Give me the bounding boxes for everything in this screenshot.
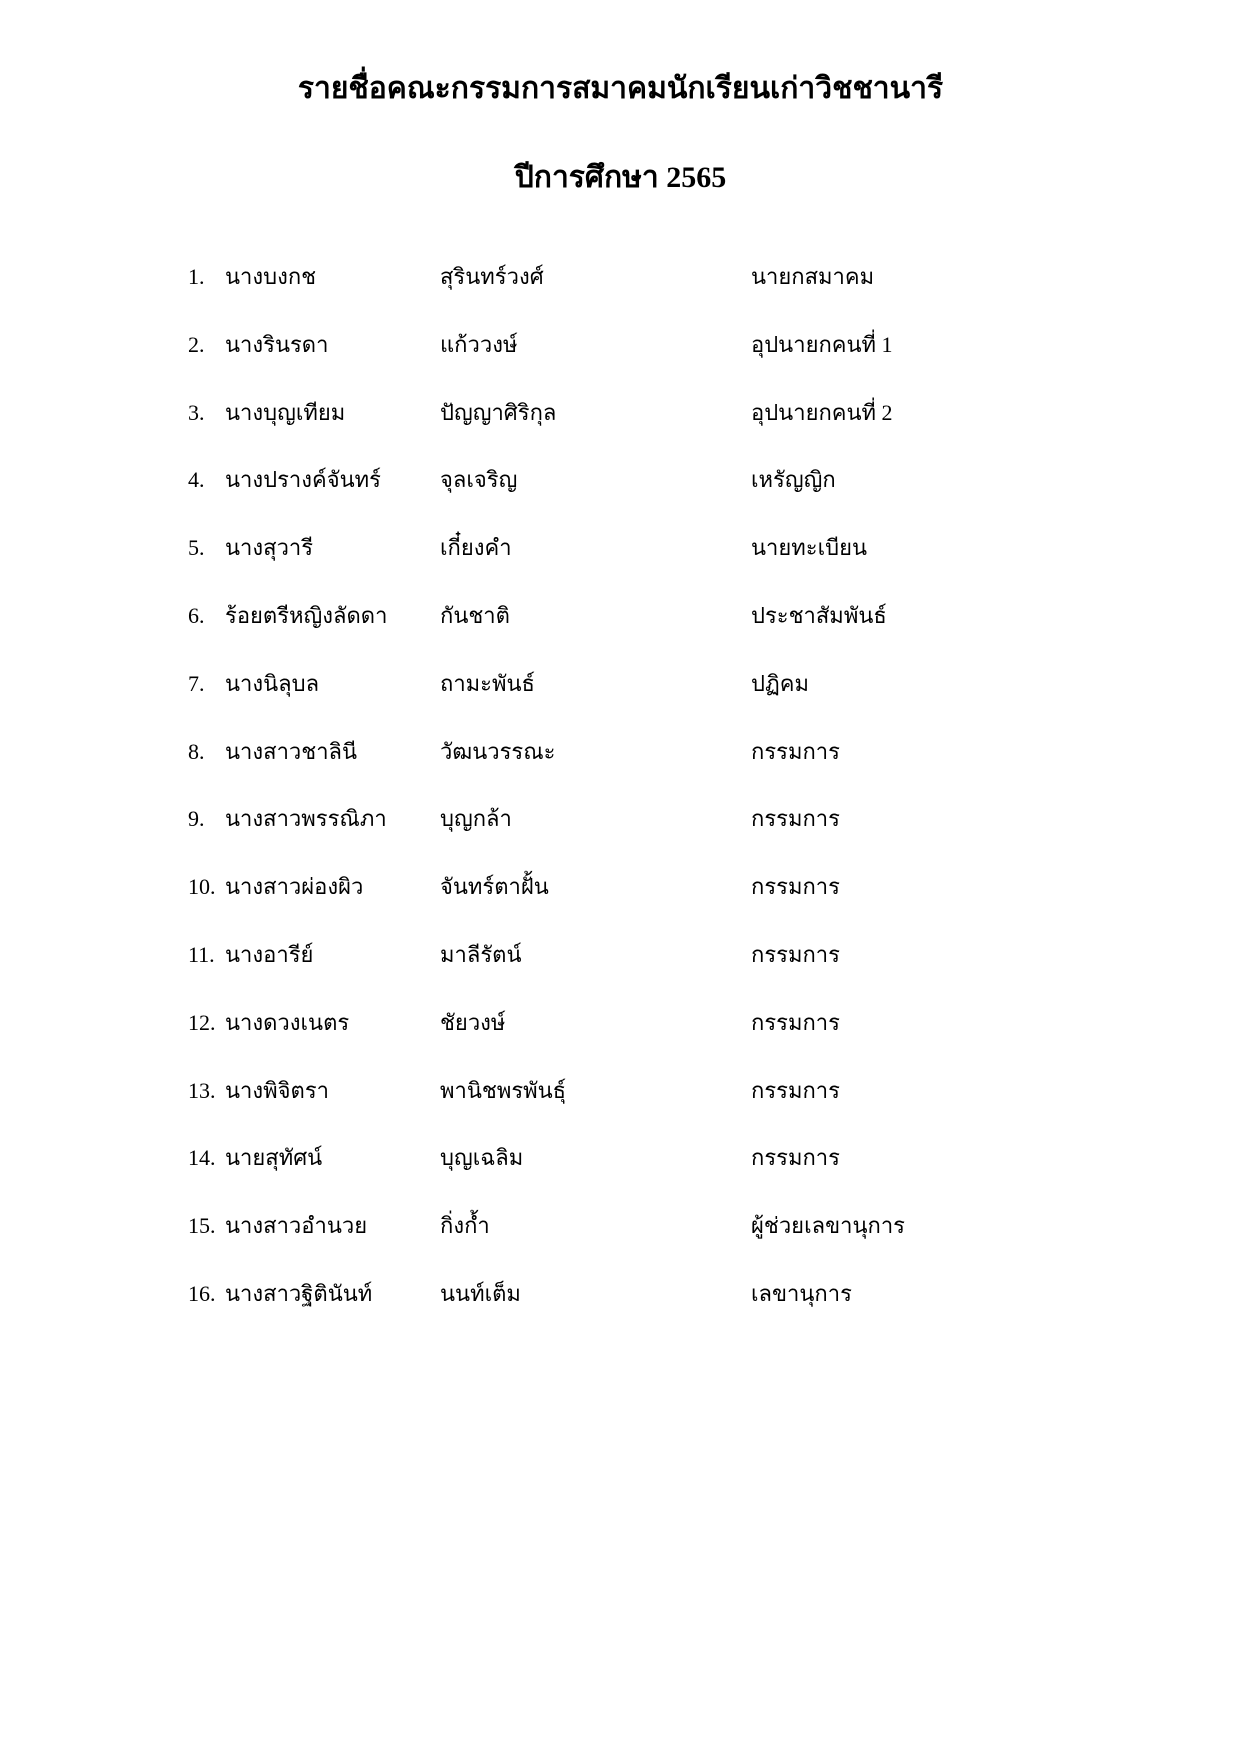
member-last-name: นนท์เต็ม (440, 1280, 521, 1306)
member-position: อุปนายกคนที่ 1 (751, 331, 893, 357)
member-first-name: นางอารีย์ (225, 941, 314, 967)
list-item (188, 461, 1088, 529)
item-number: 7. (188, 670, 205, 696)
member-position: กรรมการ (751, 874, 840, 900)
list-item (188, 1139, 1088, 1207)
member-last-name: กันชาติ (440, 602, 510, 628)
list-item (188, 1072, 1088, 1140)
member-position: กรรมการ (751, 1145, 840, 1171)
member-last-name: บุญกล้า (440, 806, 512, 832)
committee-list (188, 258, 1088, 1343)
item-number: 10. (188, 874, 216, 900)
member-last-name: แก้ววงษ์ (440, 331, 518, 357)
list-item (188, 1004, 1088, 1072)
item-number: 6. (188, 602, 205, 628)
item-number: 9. (188, 806, 205, 832)
list-item (188, 1207, 1088, 1275)
member-first-name: นางพิจิตรา (225, 1077, 329, 1103)
member-last-name: บุญเฉลิม (440, 1145, 524, 1171)
item-number: 14. (188, 1145, 216, 1171)
item-number: 11. (188, 941, 215, 967)
member-position: เหรัญญิก (751, 467, 836, 493)
member-position: กรรมการ (751, 806, 840, 832)
member-last-name: พานิชพรพันธุ์ (440, 1077, 567, 1103)
page-title: รายชื่อคณะกรรมการสมาคมนักเรียนเก่าวิชชานารี (297, 72, 944, 105)
list-item (188, 936, 1088, 1004)
list-item (188, 800, 1088, 868)
list-item (188, 394, 1088, 462)
member-first-name: นางบุญเทียม (225, 399, 346, 425)
item-number: 3. (188, 399, 205, 425)
member-position: เลขานุการ (751, 1280, 852, 1306)
item-number: 1. (188, 264, 205, 289)
member-first-name: นายสุทัศน์ (225, 1145, 323, 1171)
item-number: 4. (188, 467, 205, 493)
member-position: กรรมการ (751, 941, 840, 967)
member-last-name: ปัญญาศิริกุล (440, 399, 557, 425)
member-position: นายกสมาคม (751, 264, 875, 289)
member-position: นายทะเบียน (751, 535, 868, 561)
item-number: 13. (188, 1077, 216, 1103)
member-position: กรรมการ (751, 1009, 840, 1035)
member-last-name: สุรินทร์วงศ์ (440, 264, 544, 289)
list-item (188, 733, 1088, 801)
member-position: กรรมการ (751, 738, 840, 764)
member-first-name: นางสุวารี (225, 535, 314, 561)
item-number: 15. (188, 1213, 216, 1239)
item-number: 12. (188, 1009, 216, 1035)
member-last-name: ถามะพันธ์ (440, 670, 535, 696)
list-item (188, 1275, 1088, 1343)
list-item (188, 326, 1088, 394)
member-first-name: นางบงกช (225, 264, 317, 289)
member-first-name: นางปรางค์จันทร์ (225, 467, 381, 493)
list-item (188, 529, 1088, 597)
member-last-name: ชัยวงษ์ (440, 1009, 506, 1035)
member-last-name: วัฒนวรรณะ (440, 738, 556, 764)
item-number: 5. (188, 535, 205, 561)
list-item (188, 597, 1088, 665)
member-first-name: นางสาวพรรณิภา (225, 806, 387, 832)
member-position: ปฏิคม (751, 670, 809, 696)
member-position: กรรมการ (751, 1077, 840, 1103)
member-first-name: นางนิลุบล (225, 670, 320, 696)
member-first-name: นางดวงเนตร (225, 1009, 350, 1035)
member-first-name: นางสาวชาลินี (225, 738, 358, 764)
member-first-name: ร้อยตรีหญิงลัดดา (225, 602, 388, 628)
list-item (188, 868, 1088, 936)
member-first-name: นางสาวอำนวย (225, 1213, 368, 1239)
member-position: ประชาสัมพันธ์ (751, 602, 887, 628)
member-last-name: มาลีรัตน์ (440, 941, 522, 967)
member-first-name: นางรินรดา (225, 331, 329, 357)
member-last-name: จันทร์ตาฝั้น (440, 874, 549, 900)
item-number: 2. (188, 331, 205, 357)
member-position: ผู้ช่วยเลขานุการ (751, 1213, 905, 1239)
page-subtitle: ปีการศึกษา 2565 (514, 161, 727, 194)
list-item (188, 258, 1088, 326)
member-first-name: นางสาวฐิตินันท์ (225, 1280, 373, 1306)
member-last-name: เกี๋ยงคำ (440, 535, 512, 561)
item-number: 16. (188, 1280, 216, 1306)
member-first-name: นางสาวผ่องผิว (225, 874, 364, 900)
member-position: อุปนายกคนที่ 2 (751, 399, 893, 425)
member-last-name: จุลเจริญ (440, 467, 518, 493)
item-number: 8. (188, 738, 205, 764)
member-last-name: กิ่งก้ำ (440, 1213, 490, 1239)
list-item (188, 665, 1088, 733)
